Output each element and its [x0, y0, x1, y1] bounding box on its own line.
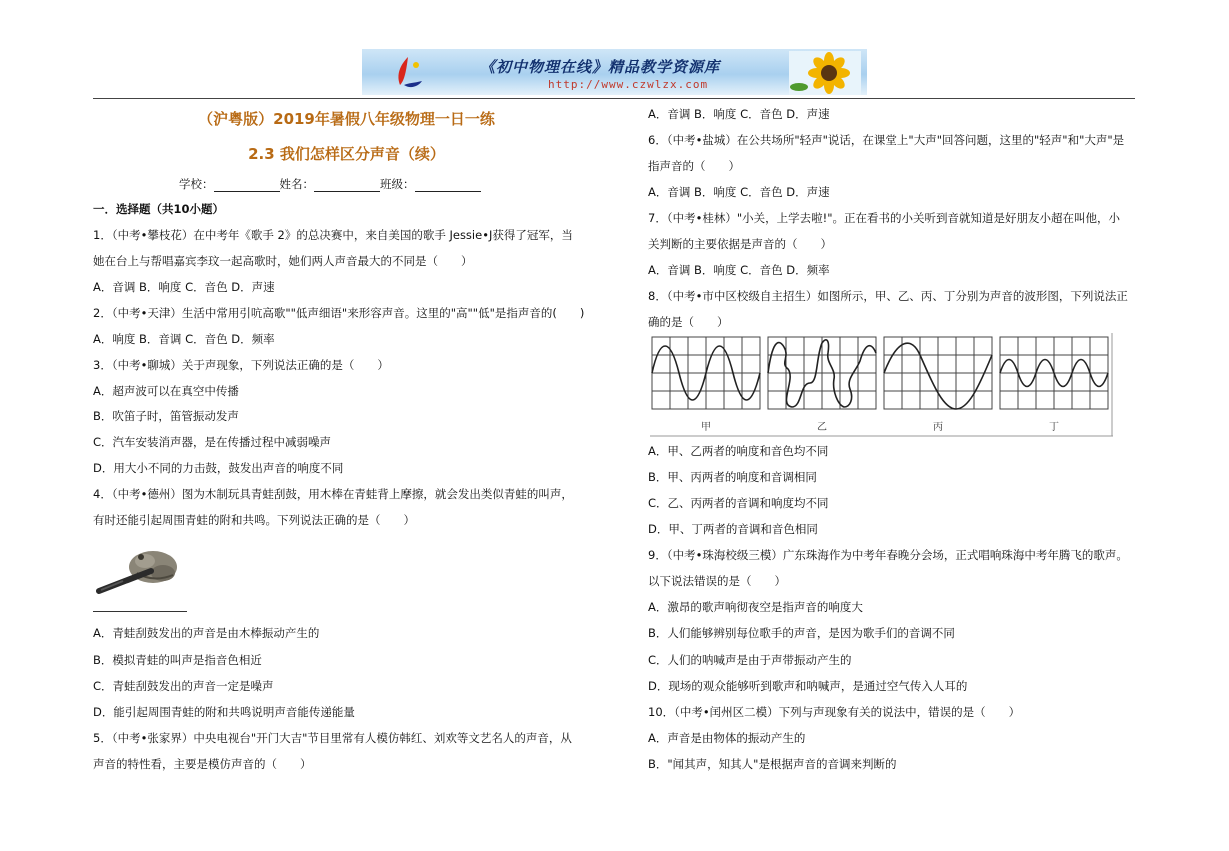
question-line: 指声音的（ ） [648, 159, 740, 173]
question-line: 2．（中考•天津）生活中常用引吭高歌""低声细语"来形容声音。这里的"高""低"是指声音的( ) [93, 306, 585, 320]
frog-guiro-image [93, 543, 189, 613]
option-line: D．现场的观众能够听到歌声和呐喊声，是通过空气传入人耳的 [648, 679, 968, 693]
question-line: 7．（中考•桂林）"小关，上学去啦!"。正在看书的小关听到音就知道是好朋友小超在叫他，小 [648, 211, 1121, 225]
option-line: C．青蛙刮鼓发出的声音一定是噪声 [93, 679, 274, 693]
question-line: 10．（中考•闰州区二模）下列与声现象有关的说法中，错误的是（ ） [648, 705, 1021, 719]
question-line: 6．（中考•盐城）在公共场所"轻声"说话，在课堂上"大声"回答问题，这里的"轻声"和"大声"是 [648, 133, 1125, 147]
wave-panel-ding [1000, 337, 1108, 409]
option-line: A．音调 B．响度 C．音色 D．频率 [648, 263, 830, 277]
waveform-figure [650, 333, 1113, 437]
question-line: 3．（中考•聊城）关于声现象，下列说法正确的是（ ） [93, 358, 389, 372]
option-line: B．吹笛子时，笛管振动发声 [93, 409, 239, 423]
wave-label-bing: 丙 [933, 422, 943, 433]
sunflower-icon [789, 51, 861, 95]
question-line: 关判断的主要依据是声音的（ ） [648, 237, 832, 251]
question-line: 9．（中考•珠海校级三模）广东珠海作为中考年春晚分会场，正式唱响珠海中考年腾飞的歌声。 [648, 548, 1128, 562]
option-line: D．能引起周围青蛙的附和共鸣说明声音能传递能量 [93, 705, 355, 719]
section-heading: 一．选择题（共10小题） [93, 202, 225, 216]
wave-panel-jia [652, 337, 760, 409]
option-line: D．甲、丁两者的音调和音色相同 [648, 522, 818, 536]
name-label: 姓名： [279, 177, 314, 191]
info-fields [179, 176, 481, 192]
wave-label-jia: 甲 [701, 422, 711, 433]
school-blank [214, 179, 280, 192]
question-line: 5．（中考•张家界）中央电视台"开门大吉"节目里常有人模仿韩红、刘欢等文艺名人的声音，从 [93, 731, 572, 745]
option-line: B．甲、丙两者的响度和音调相同 [648, 470, 817, 484]
option-line: A．音调 B．响度 C．音色 D．声速 [648, 107, 830, 121]
header-rule [93, 98, 1135, 99]
option-line: B．模拟青蛙的叫声是指音色相近 [93, 653, 262, 667]
option-line: D．用大小不同的力击鼓，鼓发出声音的响度不同 [93, 461, 344, 475]
logo-icon [390, 55, 424, 91]
option-line: A．响度 B．音调 C．音色 D．频率 [93, 332, 275, 346]
school-label: 学校： [179, 177, 214, 191]
banner-url: http://www.czwlzx.com [548, 78, 709, 91]
page-subtitle: 2.3 我们怎样区分声音（续） [248, 145, 445, 163]
question-line: 8．（中考•市中区校级自主招生）如图所示，甲、乙、丙、丁分别为声音的波形图，下列说法正 [648, 289, 1128, 303]
option-line: A．超声波可以在真空中传播 [93, 384, 239, 398]
class-blank [415, 179, 481, 192]
question-line: 她在台上与帮唱嘉宾李玟一起高歌时，她们两人声音最大的不同是（ ） [93, 254, 473, 268]
option-line: C．汽车安装消声器，是在传播过程中减弱噪声 [93, 435, 332, 449]
name-blank [314, 179, 380, 192]
question-line: 4．（中考•德州）图为木制玩具青蛙刮鼓，用木棒在青蛙背上摩擦，就会发出类似青蛙的叫声， [93, 487, 573, 501]
option-line: C．人们的呐喊声是由于声带振动产生的 [648, 653, 852, 667]
option-line: B．人们能够辨别每位歌手的声音，是因为歌手们的音调不同 [648, 626, 955, 640]
option-line: A．音调 B．响度 C．音色 D．声速 [648, 185, 830, 199]
wave-label-yi: 乙 [817, 422, 827, 433]
option-line: A．声音是由物体的振动产生的 [648, 731, 806, 745]
class-label: 班级： [380, 177, 415, 191]
option-line: B．"闻其声，知其人"是根据声音的音调来判断的 [648, 757, 897, 771]
question-line: 以下说法错误的是（ ） [648, 574, 786, 588]
wave-panel-yi [768, 337, 876, 409]
option-line: A．激昂的歌声响彻夜空是指声音的响度大 [648, 600, 863, 614]
question-line: 有时还能引起周围青蛙的附和共鸣。下列说法正确的是（ ） [93, 513, 415, 527]
page-title: （沪粤版）2019年暑假八年级物理一日一练 [198, 110, 495, 128]
banner-title: 《初中物理在线》精品教学资源库 [480, 58, 721, 76]
option-line: A．音调 B．响度 C．音色 D．声速 [93, 280, 275, 294]
question-line: 1．（中考•攀枝花）在中考年《歌手 2》的总决赛中，来自美国的歌手 Jessie•J获得了冠军，当 [93, 228, 573, 242]
option-line: A．青蛙刮鼓发出的声音是由木棒振动产生的 [93, 626, 320, 640]
option-line: C．乙、丙两者的音调和响度均不同 [648, 496, 829, 510]
figure-rule [93, 611, 187, 612]
wave-panel-bing [884, 337, 992, 409]
option-line: A．甲、乙两者的响度和音色均不同 [648, 444, 829, 458]
question-line: 确的是（ ） [648, 315, 729, 329]
question-line: 声音的特性看，主要是模仿声音的（ ） [93, 757, 312, 771]
wave-label-ding: 丁 [1049, 422, 1059, 433]
header-banner [362, 49, 867, 95]
